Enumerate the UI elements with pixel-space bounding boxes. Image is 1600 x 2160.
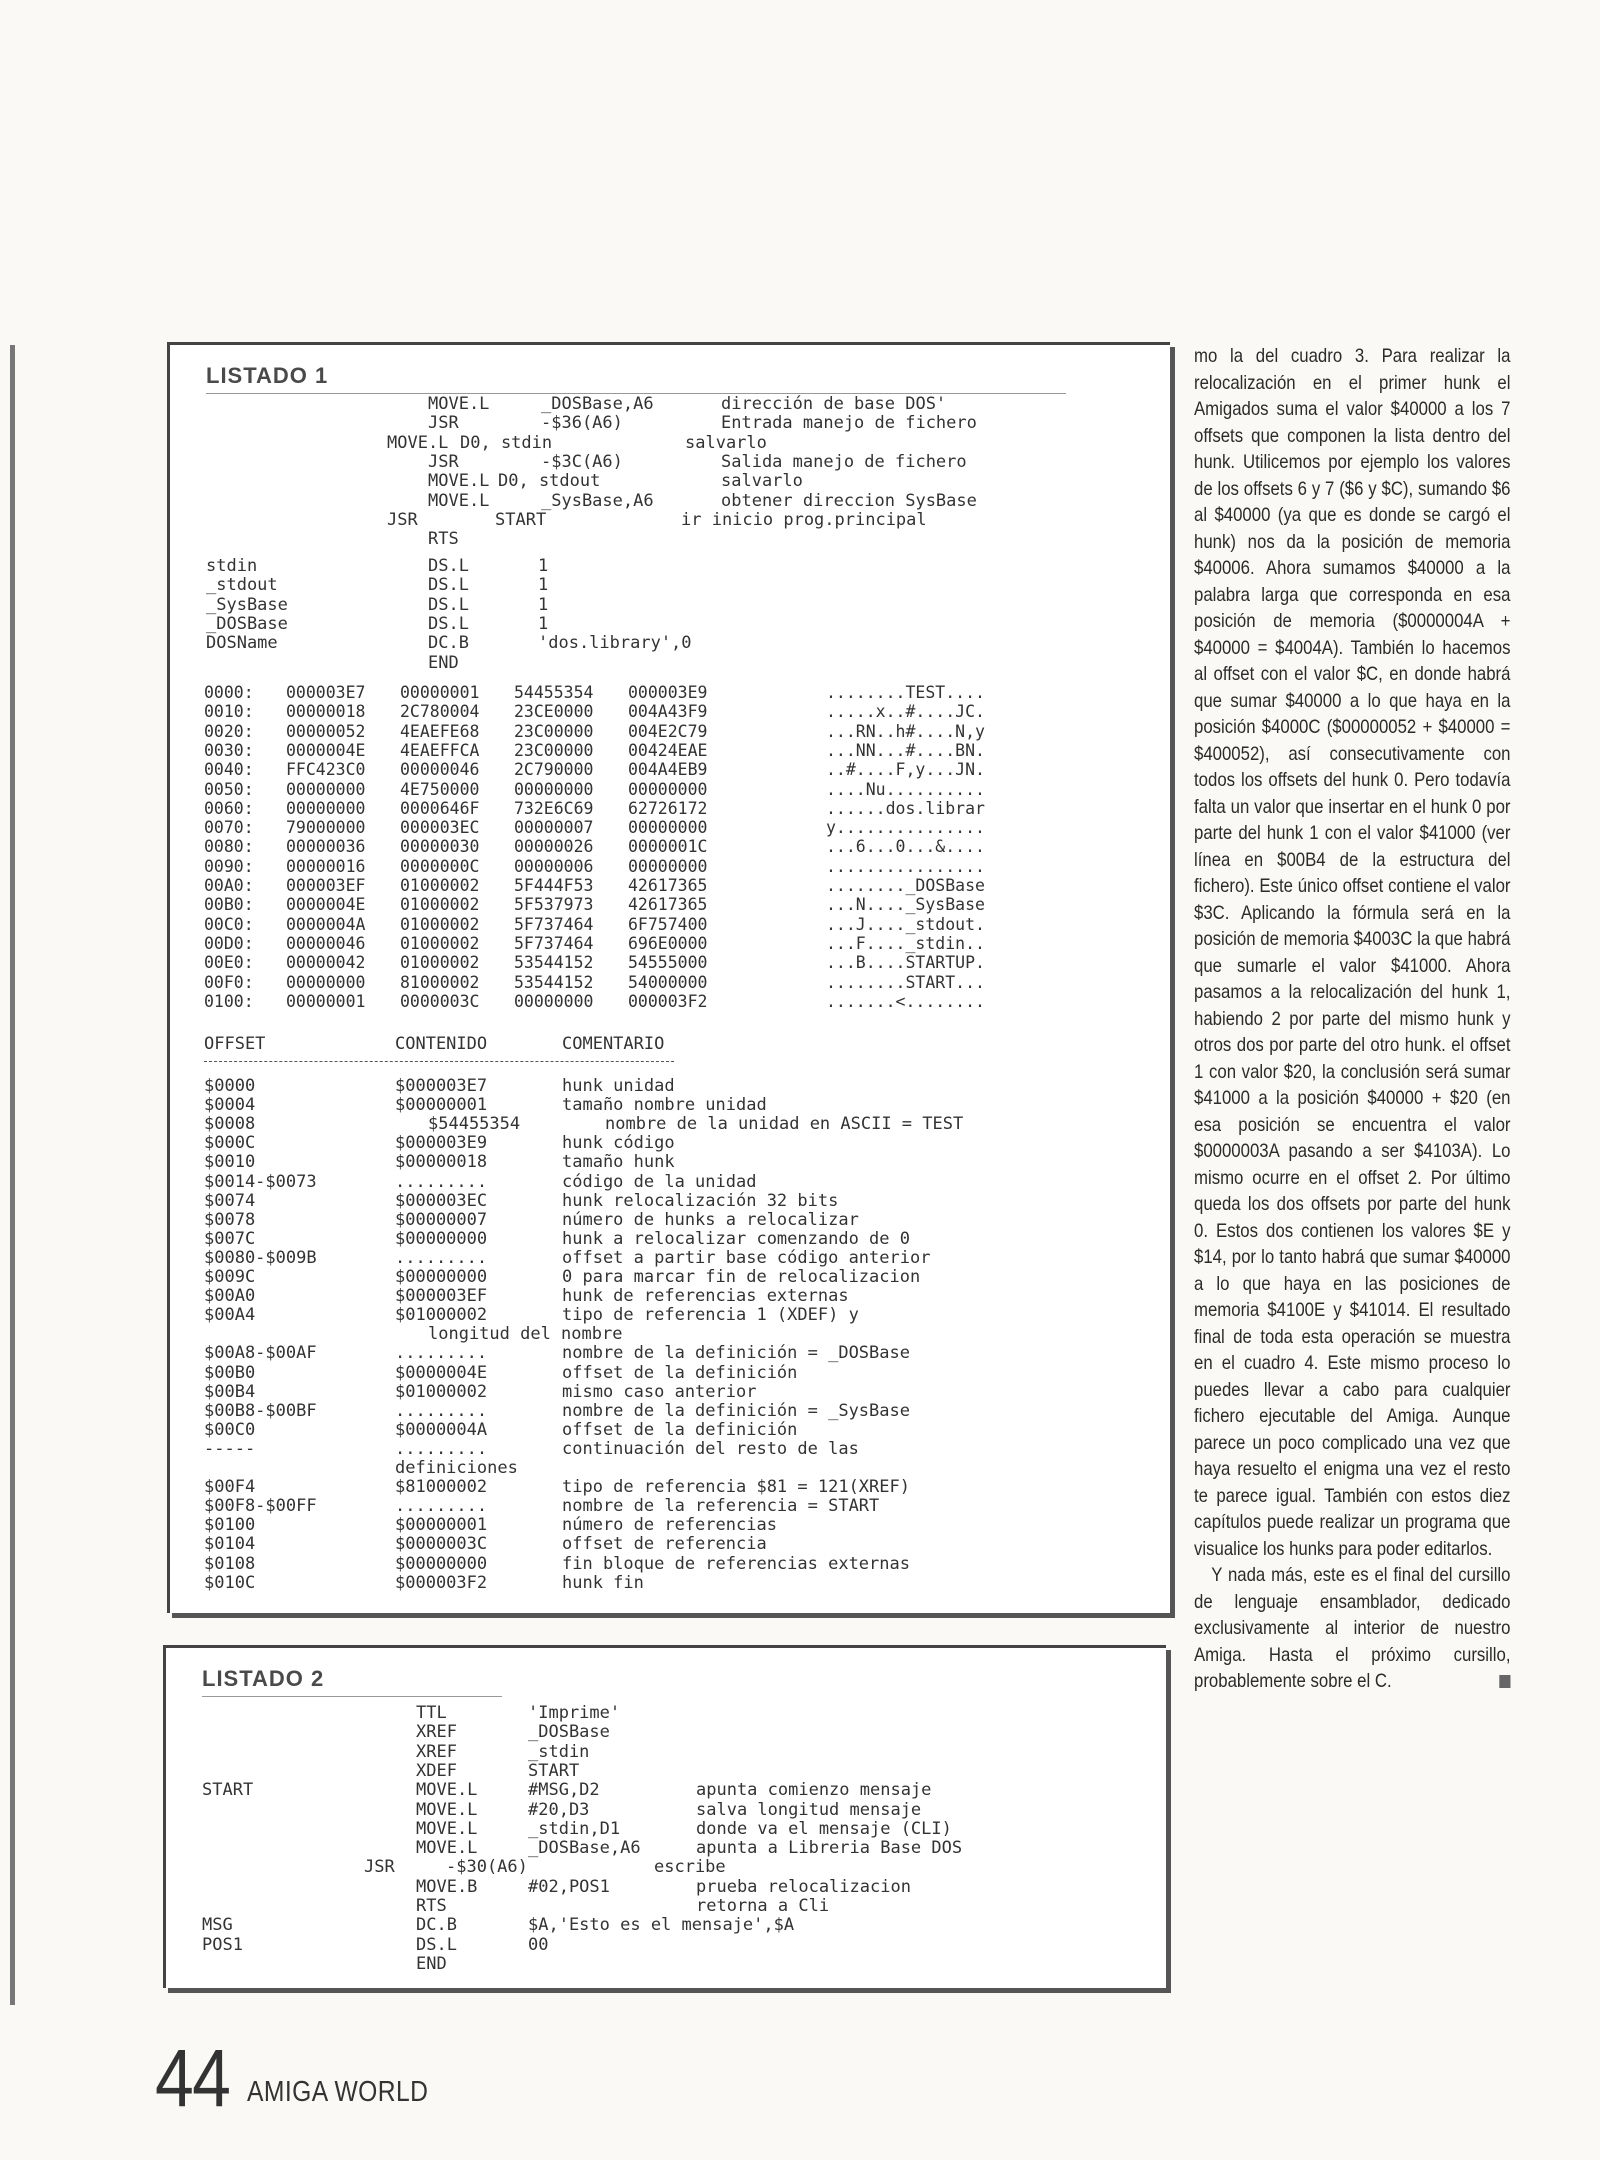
offset-cell: $0080-$009B: [204, 1247, 317, 1268]
code-operand: D0, stdout: [498, 471, 601, 492]
hex-ascii: ...B....STARTUP.: [826, 953, 985, 973]
hex-ascii: .....x..#....JC.: [826, 702, 985, 722]
hex-ascii: ...N...._SysBase: [826, 895, 985, 915]
hex-word: 00000026: [514, 837, 594, 857]
hex-word: 54555000: [628, 953, 708, 973]
code-comment: ir inicio prog.principal: [681, 509, 927, 530]
offset-cell: $00F8-$00FF: [204, 1496, 317, 1517]
hex-word: 00000000: [514, 991, 594, 1011]
hex-word: 2C780004: [400, 702, 480, 722]
operand: START: [528, 1760, 580, 1781]
mnemonic: XDEF: [416, 1760, 457, 1781]
operand: #MSG,D2: [528, 1780, 600, 1801]
hex-address: 0090:: [204, 856, 254, 876]
hex-word: 0000004E: [286, 895, 366, 915]
header-divider: [204, 1061, 674, 1062]
hex-word: 00000046: [286, 933, 366, 953]
label: DOSName: [206, 633, 278, 654]
content-cell: $81000002: [395, 1477, 488, 1498]
hex-ascii: ...NN...#....BN.: [826, 740, 985, 760]
hex-ascii: .......<........: [826, 991, 985, 1011]
comment: prueba relocalizacion: [696, 1876, 911, 1897]
content-cell: .........: [395, 1247, 488, 1268]
content-cell: $01000002: [395, 1381, 488, 1402]
hex-address: 00C0:: [204, 914, 254, 934]
comment-cell: nombre de la unidad en ASCII = TEST: [605, 1114, 964, 1135]
comment-cell: offset de la definición: [562, 1362, 798, 1383]
content-cell: $54455354: [428, 1114, 521, 1135]
code-operand: -$36(A6): [541, 413, 623, 434]
hex-word: 00000046: [400, 760, 480, 780]
hex-word: 01000002: [400, 933, 480, 953]
code-operand: _SysBase,A6: [541, 490, 654, 511]
hex-address: 0040:: [204, 760, 254, 780]
comment-cell: hunk relocalización 32 bits: [562, 1190, 839, 1211]
offset-cell: $0014-$0073: [204, 1171, 317, 1192]
offset-cell: $00A8-$00AF: [204, 1343, 317, 1364]
operand: $A,'Esto es el mensaje',$A: [528, 1915, 795, 1936]
offset-cell: $00B8-$00BF: [204, 1400, 317, 1421]
comment-cell: número de hunks a relocalizar: [562, 1209, 859, 1230]
listing-1-title: LISTADO 1: [206, 363, 329, 388]
mnemonic: END: [416, 1953, 447, 1974]
code-mnemonic: JSR: [387, 509, 418, 530]
comment-cell: offset a partir base código anterior: [562, 1247, 931, 1268]
hex-word: 0000004A: [286, 914, 366, 934]
comment: apunta comienzo mensaje: [696, 1780, 932, 1801]
mnemonic: MOVE.B: [416, 1876, 478, 1897]
hex-address: 00B0:: [204, 895, 254, 915]
hex-word: 00000006: [514, 856, 594, 876]
mnemonic: XREF: [416, 1741, 457, 1762]
hex-word: 00000007: [514, 818, 594, 838]
content-cell: $000003F2: [395, 1572, 488, 1593]
content-cell: $000003E7: [395, 1076, 488, 1096]
offset-cell: $0104: [204, 1534, 256, 1555]
comment-cell: hunk de referencias externas: [562, 1286, 849, 1307]
hex-word: 004A43F9: [628, 702, 708, 722]
hex-word: 0000646F: [400, 798, 480, 818]
hex-address: 0070:: [204, 818, 254, 838]
directive: DS.L: [428, 575, 469, 596]
mnemonic: MOVE.L: [416, 1780, 478, 1801]
hex-word: 62726172: [628, 798, 708, 818]
hex-word: 00000030: [400, 837, 480, 857]
comment: retorna a Cli: [696, 1896, 830, 1916]
hex-word: 01000002: [400, 895, 480, 915]
comment: donde va el mensaje (CLI): [696, 1818, 952, 1839]
hex-word: 0000000C: [400, 856, 480, 876]
hex-word: 6F757400: [628, 914, 708, 934]
operand: #02,POS1: [528, 1876, 610, 1897]
mnemonic: MOVE.L: [416, 1799, 478, 1820]
comment-cell: tipo de referencia $81 = 121(XREF): [562, 1477, 910, 1498]
offset-cell: $00B4: [204, 1381, 256, 1402]
comment-cell: nombre de la definición = _SysBase: [562, 1400, 910, 1421]
hex-word: 0000001C: [628, 837, 708, 857]
hex-ascii: y...............: [826, 818, 985, 838]
comment-cell: offset de referencia: [562, 1534, 767, 1555]
hex-word: 53544152: [514, 972, 594, 992]
code-mnemonic: MOVE.L: [428, 394, 490, 414]
hex-word: 0000003C: [400, 991, 480, 1011]
hex-word: 54455354: [514, 683, 594, 702]
mnemonic: JSR: [364, 1857, 395, 1878]
hex-ascii: ..#....F,y...JN.: [826, 760, 985, 780]
value: 'dos.library',0: [538, 633, 692, 654]
content-cell: $01000002: [395, 1305, 488, 1326]
hex-address: 0060:: [204, 798, 254, 818]
mnemonic: MOVE.L: [416, 1838, 478, 1859]
hex-word: 4EAEFFCA: [400, 740, 480, 760]
content-cell: $00000001: [395, 1515, 488, 1536]
hex-word: 53544152: [514, 953, 594, 973]
value: 1: [538, 613, 549, 634]
content-cell: .........: [395, 1400, 488, 1421]
content-cell: $00000007: [395, 1209, 488, 1230]
hex-address: 0000:: [204, 683, 254, 702]
hex-word: 00000000: [628, 856, 708, 876]
hex-word: 01000002: [400, 914, 480, 934]
code-mnemonic: MOVE.L: [428, 490, 490, 511]
hex-address: 00F0:: [204, 972, 254, 992]
hex-word: FFC423C0: [286, 760, 366, 780]
hex-ascii: ...6...0...&....: [826, 837, 985, 857]
column-header: OFFSET: [204, 1034, 266, 1054]
operand: _DOSBase: [528, 1722, 610, 1743]
content-cell: .........: [395, 1171, 488, 1192]
hex-word: 004A4EB9: [628, 760, 708, 780]
hex-word: 23C00000: [514, 740, 594, 760]
hex-word: 00000042: [286, 953, 366, 973]
code-comment: salvarlo: [685, 432, 767, 453]
comment-cell: 0 para marcar fin de relocalizacion: [562, 1267, 921, 1287]
code-operand: START: [495, 509, 547, 530]
hex-address: 0080:: [204, 837, 254, 857]
directive: DS.L: [428, 556, 469, 576]
hex-word: 42617365: [628, 895, 708, 915]
mnemonic: DS.L: [416, 1934, 457, 1955]
hex-word: 23CE0000: [514, 702, 594, 722]
offset-cell: $0100: [204, 1515, 256, 1536]
content-cell: $0000003C: [395, 1534, 488, 1555]
page-number: 44: [155, 2033, 230, 2124]
hex-word: 00000000: [286, 798, 366, 818]
hex-word: 23C00000: [514, 721, 594, 741]
offset-cell: $009C: [204, 1267, 256, 1287]
operand: 'Imprime': [528, 1703, 621, 1723]
label: _DOSBase: [206, 613, 288, 634]
content-cell: $00000000: [395, 1553, 488, 1574]
hex-word: 00000001: [400, 683, 480, 702]
code-comment: Entrada manejo de fichero: [721, 413, 977, 434]
hex-word: 54000000: [628, 972, 708, 992]
offset-cell: -----: [204, 1438, 256, 1459]
directive: DC.B: [428, 633, 469, 654]
content-cell: .........: [395, 1496, 488, 1517]
comment-cell: hunk unidad: [562, 1076, 675, 1096]
code-operand: D0, stdin: [460, 432, 553, 453]
content-cell: $000003EC: [395, 1190, 488, 1211]
hex-ascii: ...RN..h#....N,y: [826, 721, 985, 741]
hex-word: 00000000: [286, 972, 366, 992]
magazine-name: AMIGA WORLD: [247, 2076, 429, 2108]
operand: #20,D3: [528, 1799, 590, 1820]
article-paragraph: [1194, 1562, 1510, 1695]
comment-cell: nombre de la referencia = START: [562, 1496, 880, 1517]
hex-word: 00000001: [286, 991, 366, 1011]
hex-ascii: ................: [826, 856, 985, 876]
directive: DS.L: [428, 613, 469, 634]
comment: apunta a Libreria Base DOS: [696, 1838, 963, 1859]
offset-cell: $0074: [204, 1190, 256, 1211]
hex-word: 00000016: [286, 856, 366, 876]
offset-cell: $00B0: [204, 1362, 256, 1383]
offset-cell: $0000: [204, 1076, 256, 1096]
comment-cell: nombre de la definición = _DOSBase: [562, 1343, 910, 1364]
comment-cell: número de referencias: [562, 1515, 777, 1536]
code-comment: dirección de base DOS': [721, 394, 947, 414]
code-operand: -$3C(A6): [541, 451, 623, 472]
hex-word: 5F737464: [514, 933, 594, 953]
offset-cell: $0108: [204, 1553, 256, 1574]
comment-cell: tamaño hunk: [562, 1152, 675, 1173]
hex-word: 5F737464: [514, 914, 594, 934]
listing-1-box: [167, 342, 1170, 1613]
operand: _stdin,D1: [528, 1818, 621, 1839]
mnemonic: XREF: [416, 1722, 457, 1743]
hex-ascii: ....Nu..........: [826, 779, 985, 799]
title-rule: [202, 1696, 502, 1697]
offset-cell: $0010: [204, 1152, 256, 1173]
comment-cell: hunk código: [562, 1133, 675, 1154]
hex-word: 5F537973: [514, 895, 594, 915]
article-column: [1194, 343, 1510, 1695]
directive: END: [428, 652, 459, 673]
hex-word: 004E2C79: [628, 721, 708, 741]
comment-cell: hunk a relocalizar comenzando de 0: [562, 1228, 910, 1249]
comment-cell: hunk fin: [562, 1572, 644, 1593]
operand: 00: [528, 1934, 549, 1955]
offset-cell: $010C: [204, 1572, 256, 1593]
directive: DS.L: [428, 594, 469, 615]
content-cell: $00000000: [395, 1267, 488, 1287]
hex-word: 732E6C69: [514, 798, 594, 818]
hex-word: 42617365: [628, 876, 708, 895]
hex-ascii: ...F...._stdin..: [826, 933, 985, 953]
label: POS1: [202, 1934, 243, 1955]
value: 1: [538, 594, 549, 615]
hex-word: 00000036: [286, 837, 366, 857]
code-mnemonic: RTS: [428, 529, 459, 550]
hex-word: 01000002: [400, 953, 480, 973]
hex-ascii: ...J...._stdout.: [826, 914, 985, 934]
hex-word: 81000002: [400, 972, 480, 992]
hex-word: 000003EF: [286, 876, 366, 895]
hex-word: 00000000: [286, 779, 366, 799]
page-edge-bar: [10, 345, 15, 2005]
hex-address: 00A0:: [204, 876, 254, 895]
operand: -$30(A6): [446, 1857, 528, 1878]
offset-cell: $000C: [204, 1133, 256, 1154]
hex-address: 0030:: [204, 740, 254, 760]
code-mnemonic: JSR: [428, 451, 459, 472]
label: MSG: [202, 1915, 233, 1936]
hex-ascii: ........START...: [826, 972, 985, 992]
offset-cell: $0004: [204, 1095, 256, 1116]
hex-word: 000003E7: [286, 683, 366, 702]
offset-cell: $00C0: [204, 1419, 256, 1440]
comment-cell: continuación del resto de las: [562, 1438, 859, 1459]
hex-word: 696E0000: [628, 933, 708, 953]
content-cell: $0000004A: [395, 1419, 488, 1440]
content-cell: $000003E9: [395, 1133, 488, 1154]
hex-address: 0020:: [204, 721, 254, 741]
article-paragraph: mo la del cuadro 3. Para realizar la relocalización en el primer hunk el Amigados suma el valor $40000 a los 7 offsets que componen la lista dentro del hunk. Utilicemos por ejemplo los valores de los offsets 6 y 7 ($6 y $C), sumando $6 al $40000 (ya que es donde se cargó el hunk) nos da la posición de memoria $40006. Ahora sumamos $40000 a la palabra larga que corresponda en esa posición de memoria ($0000004A + $40000 = $4004A). También lo hacemos al offset con el valor $C, en donde habrá que sumar $40000 a lo que haya en la posición $4000C ($00000052 + $40000 = $400052), así consecutivamente con todos los offsets del hunk 0. Pero todavía falta un valor que insertar en el hunk 0 por parte del hunk 1 con el valor $41000 (ver línea en $00B4 de la estructura del fichero). Este único offset contiene el valor $3C. Aplicando la fórmula será en la posición de memoria $4003C la que habrá que sumarle el valor $41000. Ahora pasamos a la relocalización del hunk 1, habiendo 2 por parte del mismo hunk y otros dos por parte del otro hunk. el offset 1 con valor $20, la conclusión será sumar $41000 a la posición $40000 + $20 (en esa posición se encuentra el valor $0000003A pasando a ser $4103A). Lo mismo ocurre en el offset 2. Por último queda los dos offsets por parte del hunk 0. Estos dos contienen los valores $E y $14, por lo tanto habrá que sumar $40000 a lo que haya en las posiciones de memoria $4100E y $41014. El resultado final de toda esta operación se muestra en el cuadro 4. Este mismo proceso lo puedes llevar a cabo para cualquier fichero ejecutable del Amiga. Aunque parece un poco complicado una vez que haya resuelto el enigma una vez el resto te parece igual. También con estos diez capítulos puede realizar un programa que visualice los hunks para poder editarlos.: [1194, 345, 1511, 1560]
value: 1: [538, 556, 549, 576]
offset-cell: $0008: [204, 1114, 256, 1135]
label: stdin: [206, 556, 258, 576]
content-cell: $000003EF: [395, 1286, 488, 1307]
hex-word: 5F444F53: [514, 876, 594, 895]
value: 1: [538, 575, 549, 596]
comment-cell: definiciones: [395, 1458, 518, 1478]
article-paragraph-text: Y nada más, este es el final del cursillo de lenguaje ensamblador, dedicado exclusivamente al interior de nuestro Amiga. Hasta el próximo cursillo, probablemente sobre el C.: [1194, 1564, 1511, 1692]
comment-cell: offset de la definición: [562, 1419, 798, 1440]
hex-ascii: ........_DOSBase: [826, 876, 985, 895]
offset-cell: $007C: [204, 1228, 256, 1249]
hex-word: 0000004E: [286, 740, 366, 760]
hex-word: 01000002: [400, 876, 480, 895]
hex-word: 000003F2: [628, 991, 708, 1011]
column-header: COMENTARIO: [562, 1034, 665, 1054]
comment-cell: mismo caso anterior: [562, 1381, 757, 1402]
mnemonic: RTS: [416, 1896, 447, 1916]
content-cell: $0000004E: [395, 1362, 488, 1383]
hex-word: 2C790000: [514, 760, 594, 780]
comment: salva longitud mensaje: [696, 1799, 922, 1820]
end-of-article-icon: [1499, 1675, 1510, 1688]
offset-cell: $00A0: [204, 1286, 256, 1307]
hex-ascii: ........TEST....: [826, 683, 985, 702]
content-cell: $00000000: [395, 1228, 488, 1249]
hex-address: 0050:: [204, 779, 254, 799]
hex-word: 00000018: [286, 702, 366, 722]
offset-cell: $00F4: [204, 1477, 256, 1498]
comment-cell: tipo de referencia 1 (XDEF) y: [562, 1305, 859, 1326]
hex-word: 4E750000: [400, 779, 480, 799]
content-cell: $00000018: [395, 1152, 488, 1173]
comment-cell: fin bloque de referencias externas: [562, 1553, 910, 1574]
code-mnemonic: MOVE.L: [428, 471, 490, 492]
code-comment: Salida manejo de fichero: [721, 451, 967, 472]
hex-ascii: ......dos.librar: [826, 798, 985, 818]
comment-cell: código de la unidad: [562, 1171, 757, 1192]
mnemonic: DC.B: [416, 1915, 457, 1936]
hex-word: 000003EC: [400, 818, 480, 838]
hex-word: 00000000: [628, 818, 708, 838]
offset-cell: $00A4: [204, 1305, 256, 1326]
content-cell: .........: [395, 1438, 488, 1459]
hex-word: 00000000: [628, 779, 708, 799]
content-cell: .........: [395, 1343, 488, 1364]
code-mnemonic: JSR: [428, 413, 459, 434]
content-cell: $00000001: [395, 1095, 488, 1116]
offset-cell: $0078: [204, 1209, 256, 1230]
operand: _stdin: [528, 1741, 590, 1762]
code-mnemonic: MOVE.L: [387, 432, 449, 453]
hex-word: 79000000: [286, 818, 366, 838]
hex-word: 000003E9: [628, 683, 708, 702]
hex-word: 00424EAE: [628, 740, 708, 760]
label: START: [202, 1780, 254, 1801]
code-comment: salvarlo: [721, 471, 803, 492]
mnemonic: TTL: [416, 1703, 447, 1723]
hex-address: 00E0:: [204, 953, 254, 973]
hex-word: 00000000: [514, 779, 594, 799]
code-operand: _DOSBase,A6: [541, 394, 654, 414]
code-comment: obtener direccion SysBase: [721, 490, 977, 511]
operand: _DOSBase,A6: [528, 1838, 641, 1859]
listing-2-box: [163, 1645, 1166, 1988]
label: _SysBase: [206, 594, 288, 615]
label: _stdout: [206, 575, 278, 596]
mnemonic: MOVE.L: [416, 1818, 478, 1839]
hex-word: 00000052: [286, 721, 366, 741]
comment: escribe: [654, 1857, 726, 1878]
comment-cell: longitud del nombre: [428, 1324, 623, 1345]
hex-word: 4EAEFE68: [400, 721, 480, 741]
hex-address: 0100:: [204, 991, 254, 1011]
hex-address: 00D0:: [204, 933, 254, 953]
hex-address: 0010:: [204, 702, 254, 722]
page-footer: [155, 2032, 429, 2126]
listing-2-title: LISTADO 2: [202, 1666, 325, 1691]
comment-cell: tamaño nombre unidad: [562, 1095, 767, 1116]
column-header: CONTENIDO: [395, 1034, 488, 1054]
